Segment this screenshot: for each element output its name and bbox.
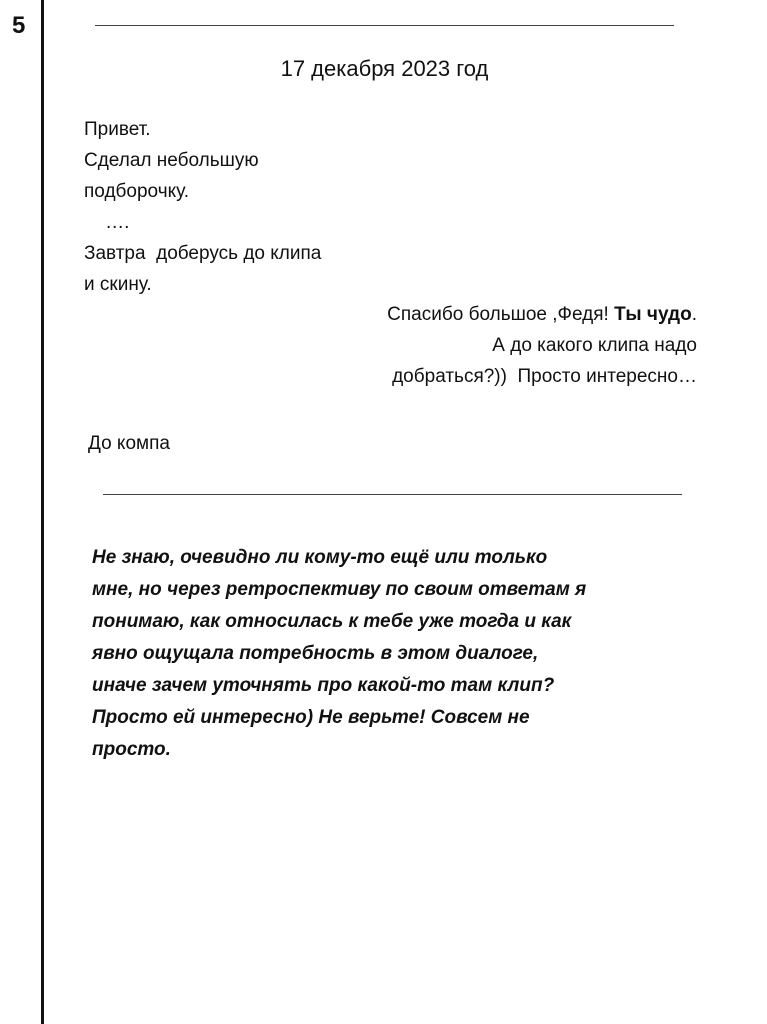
- commentary-line: Просто ей интересно) Не верьте! Совсем не: [92, 707, 530, 728]
- commentary-line: Не знаю, очевидно ли кому-то ещё или только: [92, 547, 548, 568]
- bottom-divider: [103, 494, 682, 495]
- message-outgoing: [277, 299, 697, 392]
- page-number: 5: [12, 12, 26, 39]
- message-line: ….: [84, 212, 130, 233]
- message-line: [277, 299, 697, 330]
- commentary-line: мне, но через ретроспективу по своим ответам я: [92, 579, 587, 600]
- margin-line: [41, 0, 44, 1024]
- message-line: А до какого клипа надо: [492, 335, 697, 356]
- message-line: и скину.: [84, 274, 152, 295]
- emphasis-text: Ты чудо: [614, 304, 692, 325]
- commentary-line: иначе зачем уточнять про какой-то там клип?: [92, 675, 555, 696]
- message-text: .: [691, 304, 697, 325]
- entry-date: 17 декабря 2023 год: [280, 56, 489, 81]
- message-incoming-2: До компа: [88, 433, 170, 454]
- message-line: Сделал небольшую: [84, 150, 259, 171]
- commentary-line: понимаю, как относилась к тебе уже тогда и как: [92, 611, 572, 632]
- commentary-line: просто.: [92, 739, 171, 760]
- commentary-line: явно ощущала потребность в этом диалоге,: [92, 643, 539, 664]
- message-line: подборочку.: [84, 181, 189, 202]
- message-incoming-1: [84, 114, 404, 300]
- message-line: Привет.: [84, 119, 151, 140]
- message-line: добраться?)) Просто интересно…: [392, 366, 697, 387]
- message-line: Завтра доберусь до клипа: [84, 243, 322, 264]
- message-text: Спасибо большое ,Федя!: [387, 304, 615, 325]
- top-divider: [95, 25, 674, 26]
- commentary-paragraph: [92, 542, 692, 766]
